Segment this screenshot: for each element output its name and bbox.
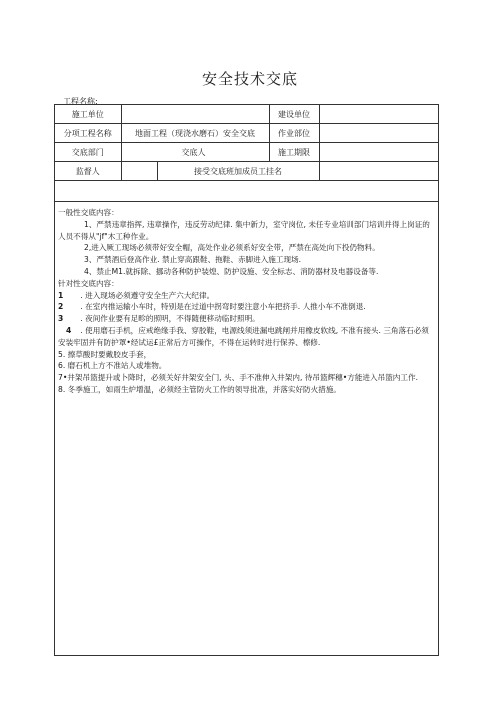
subproject-value: 地面工程（现浇水磨石）安全交底 [121,124,269,143]
general-item-3: 3、严禁酒后登高作业. 禁止穿高跟鞋、拖鞋、赤脚进入施工现场. [84,255,302,265]
specific-item-3 [58,313,435,325]
item-text: . 在室内推运输小车时，特别是在过道中拐弯时要注意小车把挤手. 人推小车不准倒退. [80,302,366,312]
discloser-label: 交底人 [121,143,269,162]
specific-item-5: 5. 擦草酸时要戴胶皮手套， [58,349,152,359]
general-item-4: 4、禁止M1.就拆除、挪动各种防护装煌、防护设施、安全标志、消防器材及电器设备等. [84,266,379,276]
table-row [55,124,438,143]
item-number: 1 [58,290,64,300]
blank-row [55,181,438,202]
item-number: 3 [58,314,64,324]
specific-item-7: 7•井架吊篮提升或卜降时，必须关好井架安全门, 头、手不准伸入井架内, 待吊篮辉穗•方能进入吊篮内工作. [58,373,418,383]
construction-period-label: 施工期限 [269,143,319,162]
specific-item-4 [58,325,435,349]
owner-unit-value[interactable] [319,105,438,124]
recipients-label: 接受交底班加成员工挂名 [157,162,319,181]
disclosure-content [55,205,438,398]
item-text: . 夜间作业要有足畛的照明，不得随便移动临时照明。 [80,314,260,324]
work-location-value[interactable] [319,124,438,143]
header-table [55,105,438,202]
specific-item-8: 8. 冬季施工，如雨生炉增温，必须经主管防火工作的领导批准，并落实好防火措施。 [58,384,342,394]
supervisor-label: 监督人 [55,162,121,181]
item-text: . 使用磨石手机，应戒绝缘手我、穿胶鞋，电源线须进漏电跳闸并用橡皮软线, 不准有接头. 三角落石必须安装牢固并有防护罩•经试运£正常后方可操作，不得在运转时进行保养、檫修. [58,325,429,347]
specific-item-6: 6. 磨石机上方不准站人或堆物。 [58,361,167,371]
supervisor-value[interactable] [121,162,157,181]
specific-item-1 [58,290,435,302]
recipients-value[interactable] [319,162,438,181]
general-heading: 一般性交底内容： [58,208,119,217]
general-item-2: 2,进入厥工现场必须带好安全帽，高处作业必须系好安全带，严禁在高处向下投仍物料。 [84,243,380,253]
construction-unit-value[interactable] [121,105,269,124]
table-row [55,162,438,181]
department-label: 交底部门 [55,143,121,162]
construction-unit-label: 施工单位 [55,105,121,124]
project-name-label: 工程名称: [63,97,98,106]
page-title: 安全技术交底 [201,70,298,88]
disclosure-form [54,104,439,656]
item-text: . 进入现场必须遵守安全生产六大纪律。 [80,290,215,300]
item-number: 4 [66,325,72,335]
item-number: 2 [58,302,64,312]
specific-item-2 [58,301,435,313]
work-location-label: 作业部位 [269,124,319,143]
specific-heading: 针对性交底内容： [58,278,119,288]
table-row [55,143,438,162]
construction-period-value[interactable] [319,143,438,162]
table-row [55,181,438,202]
general-item-1: 1、严禁违章指挥, 违章操作，违反劳动纪律. 集中新力，室守岗位, 未任专业培训部门培训并得上岗证的人员不得从"jf"木工种作业。 [58,219,430,241]
table-row [55,105,438,124]
subproject-label: 分项工程名称 [55,124,121,143]
owner-unit-label: 建设单位 [269,105,319,124]
